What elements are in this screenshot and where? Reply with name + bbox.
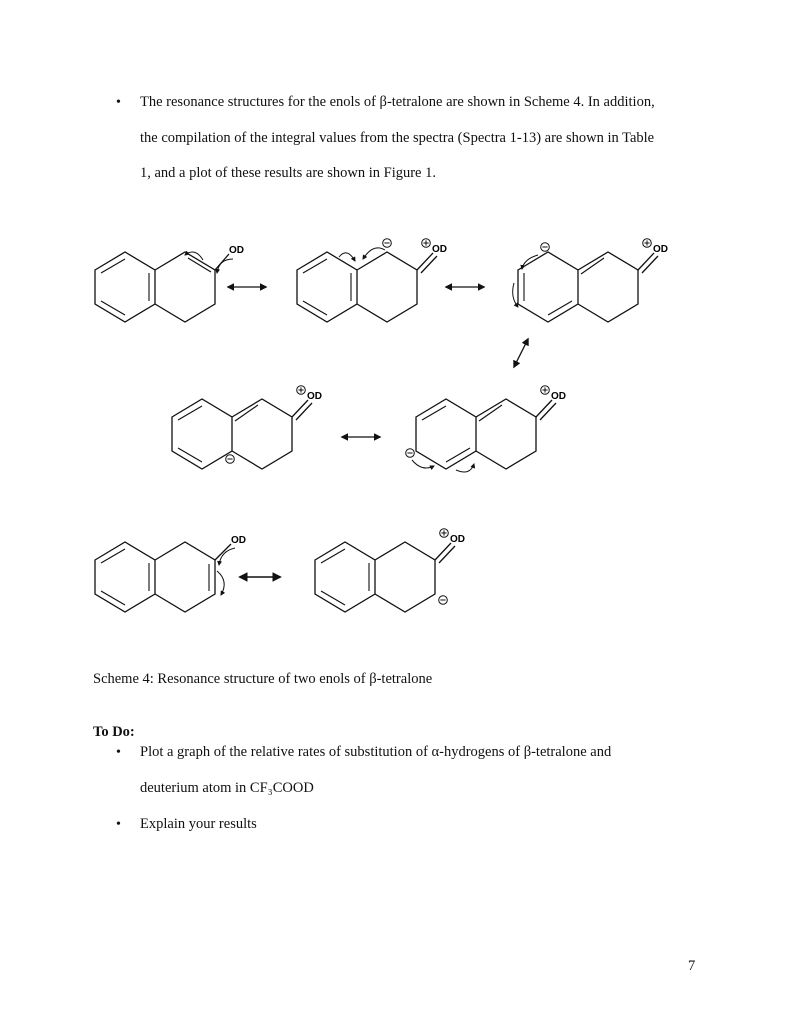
intro-paragraph bbox=[140, 85, 710, 192]
od-label: OD bbox=[229, 245, 244, 256]
todo-bullet-2 bbox=[116, 807, 716, 843]
structure-enol-4 bbox=[172, 386, 322, 469]
bullet-icon: • bbox=[116, 95, 121, 110]
structure-enol-2 bbox=[297, 239, 447, 322]
scheme-caption: Scheme 4: Resonance structure of two enols of β-tetralone bbox=[93, 671, 433, 687]
todo-item-1-line-2: deuterium atom in CF₃COOD bbox=[140, 779, 314, 796]
od-label: OD bbox=[432, 244, 447, 255]
od-label: OD bbox=[307, 391, 322, 402]
bullet-icon: • bbox=[116, 817, 121, 832]
structure-enol-7 bbox=[315, 529, 465, 612]
od-label: OD bbox=[231, 535, 246, 546]
structure-enol-3 bbox=[513, 239, 668, 322]
todo-heading: To Do: bbox=[93, 724, 135, 740]
resonance-arrow-3 bbox=[514, 339, 528, 367]
intro-line-3: 1, and a plot of these results are shown in Figure 1. bbox=[140, 165, 436, 181]
todo-bullet-1 bbox=[116, 735, 716, 807]
structure-enol-5 bbox=[406, 386, 566, 472]
page-number: 7 bbox=[688, 958, 696, 974]
todo-item-1-line-1: Plot a graph of the relative rates of substitution of α-hydrogens of β-tetralone and bbox=[140, 744, 612, 760]
intro-line-1: The resonance structures for the enols of β-tetralone are shown in Scheme 4. In addition, bbox=[140, 94, 655, 110]
od-label: OD bbox=[551, 391, 566, 402]
structure-enol-1 bbox=[95, 245, 244, 322]
scheme-4-resonance-structures bbox=[80, 225, 720, 625]
todo-item-1 bbox=[140, 735, 710, 806]
structure-enol-6 bbox=[95, 535, 246, 612]
todo-item-2-text: Explain your results bbox=[140, 816, 257, 832]
todo-item-2 bbox=[140, 807, 710, 843]
bullet-icon: • bbox=[116, 745, 121, 760]
intro-line-2: the compilation of the integral values from the spectra (Spectra 1-13) are shown in Table bbox=[140, 129, 655, 146]
intro-bullet bbox=[116, 85, 716, 195]
od-label: OD bbox=[653, 244, 668, 255]
od-label: OD bbox=[450, 534, 465, 545]
